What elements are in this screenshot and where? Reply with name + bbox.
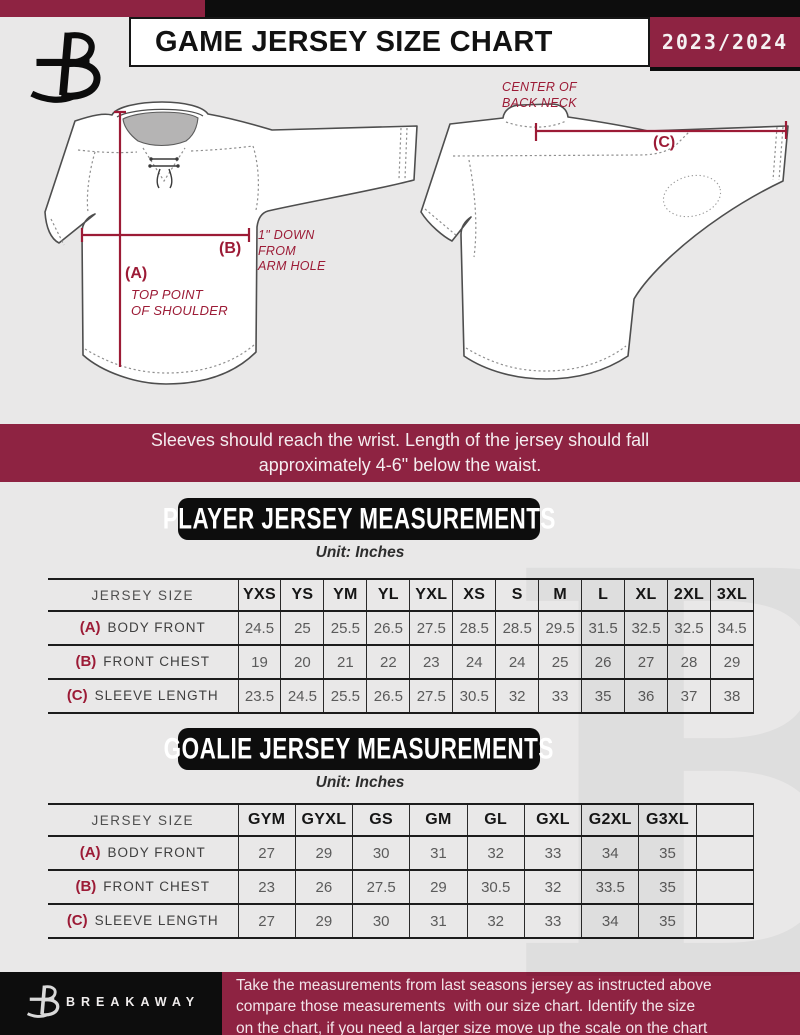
goalie-value-cell: 29	[410, 870, 467, 904]
player-row-C	[48, 679, 754, 713]
footer-breakaway-logo-icon	[24, 982, 60, 1018]
player-corner-label: JERSEY SIZE	[48, 579, 238, 611]
player-value-cell: 24	[496, 645, 539, 679]
goalie-value-cell: 30	[353, 836, 410, 870]
footer-brand-name: BREAKAWAY	[66, 995, 201, 1009]
goalie-value-cell	[696, 836, 753, 870]
player-value-cell: 37	[668, 679, 711, 713]
player-value-cell: 24	[453, 645, 496, 679]
goalie-size-header-GM: GM	[410, 804, 467, 836]
goalie-value-cell: 29	[295, 904, 352, 938]
player-value-cell: 27.5	[410, 679, 453, 713]
goalie-corner-label: JERSEY SIZE	[48, 804, 238, 836]
player-size-header-YXL: YXL	[410, 579, 453, 611]
player-size-header-YM: YM	[324, 579, 367, 611]
goalie-value-cell: 31	[410, 904, 467, 938]
player-value-cell: 29	[710, 645, 753, 679]
goalie-value-cell: 23	[238, 870, 295, 904]
player-value-cell: 21	[324, 645, 367, 679]
goalie-value-cell: 33	[524, 836, 581, 870]
goalie-size-header-GYXL: GYXL	[295, 804, 352, 836]
label-a: (A)	[125, 265, 148, 282]
goalie-value-cell: 34	[582, 836, 639, 870]
goalie-value-cell: 33.5	[582, 870, 639, 904]
goalie-size-header-G2XL: G2XL	[582, 804, 639, 836]
goalie-section-title: GOALIE JERSEY MEASUREMENTS	[163, 731, 555, 765]
goalie-row-label: (A) BODY FRONT	[48, 836, 238, 870]
player-value-cell: 24.5	[281, 679, 324, 713]
goalie-table	[48, 803, 754, 939]
player-value-cell: 23.5	[238, 679, 281, 713]
player-row-B	[48, 645, 754, 679]
goalie-row-label: (C) SLEEVE LENGTH	[48, 904, 238, 938]
label-c: (C)	[653, 134, 676, 151]
goalie-value-cell: 27.5	[353, 870, 410, 904]
footer-line3: on the chart, if you need a larger size move up the scale on the chart	[236, 1019, 708, 1035]
goalie-unit-label: Unit: Inches	[315, 774, 405, 791]
player-value-cell: 27.5	[410, 611, 453, 645]
goalie-table-area	[48, 803, 754, 939]
player-value-cell: 25.5	[324, 679, 367, 713]
player-value-cell: 25	[539, 645, 582, 679]
player-value-cell: 32	[496, 679, 539, 713]
jersey-diagrams	[0, 70, 800, 426]
footer-line2: compare those measurements with our size chart. Identify the size	[236, 998, 696, 1016]
header-maroon-strip	[0, 0, 206, 17]
player-value-cell: 22	[367, 645, 410, 679]
goalie-value-cell: 27	[238, 904, 295, 938]
player-unit-label: Unit: Inches	[315, 544, 405, 561]
goalie-value-cell: 29	[295, 836, 352, 870]
player-size-header-S: S	[496, 579, 539, 611]
player-row-A	[48, 611, 754, 645]
player-table	[48, 578, 754, 714]
player-value-cell: 26.5	[367, 611, 410, 645]
player-table-area	[48, 578, 754, 714]
player-value-cell: 33	[539, 679, 582, 713]
goalie-size-header-GXL: GXL	[524, 804, 581, 836]
goalie-value-cell	[696, 904, 753, 938]
goalie-row-A	[48, 836, 754, 870]
player-size-header-YS: YS	[281, 579, 324, 611]
goalie-size-header-GL: GL	[467, 804, 524, 836]
goalie-value-cell: 31	[410, 836, 467, 870]
goalie-value-cell: 27	[238, 836, 295, 870]
center-back-neck-caption: CENTER OF BACK NECK	[502, 80, 577, 110]
player-size-header-2XL: 2XL	[668, 579, 711, 611]
goalie-value-cell: 33	[524, 904, 581, 938]
player-value-cell: 24.5	[238, 611, 281, 645]
label-b: (B)	[219, 240, 242, 257]
goalie-value-cell: 35	[639, 836, 696, 870]
goalie-value-cell: 30	[353, 904, 410, 938]
goalie-size-header-empty	[696, 804, 753, 836]
goalie-value-cell: 30.5	[467, 870, 524, 904]
player-value-cell: 30.5	[453, 679, 496, 713]
player-value-cell: 38	[710, 679, 753, 713]
player-value-cell: 32.5	[668, 611, 711, 645]
player-value-cell: 34.5	[710, 611, 753, 645]
goalie-row-C	[48, 904, 754, 938]
fit-note-line1: Sleeves should reach the wrist. Length of the jersey should fall	[150, 430, 650, 450]
player-row-label: (B) FRONT CHEST	[48, 645, 238, 679]
player-value-cell: 28.5	[496, 611, 539, 645]
player-size-header-YXS: YXS	[238, 579, 281, 611]
goalie-row-label: (B) FRONT CHEST	[48, 870, 238, 904]
player-value-cell: 23	[410, 645, 453, 679]
goalie-row-B	[48, 870, 754, 904]
fit-note-line2: approximately 4-6" below the waist.	[258, 455, 542, 475]
player-section-title: PLAYER JERSEY MEASUREMENTS	[162, 501, 556, 535]
player-size-header-YL: YL	[367, 579, 410, 611]
player-value-cell: 26.5	[367, 679, 410, 713]
back-jersey-figure	[421, 104, 788, 379]
player-value-cell: 32.5	[625, 611, 668, 645]
goalie-size-header-G3XL: G3XL	[639, 804, 696, 836]
top-point-caption: TOP POINT OF SHOULDER	[131, 287, 228, 318]
goalie-size-header-GS: GS	[353, 804, 410, 836]
player-size-header-L: L	[582, 579, 625, 611]
page-title: GAME JERSEY SIZE CHART	[155, 25, 553, 58]
goalie-size-header-GYM: GYM	[238, 804, 295, 836]
title-box	[129, 17, 650, 67]
player-size-header-XL: XL	[625, 579, 668, 611]
goalie-value-cell: 34	[582, 904, 639, 938]
goalie-value-cell	[696, 870, 753, 904]
arm-hole-caption: 1" DOWN FROM ARM HOLE	[258, 228, 326, 273]
player-section-header	[162, 498, 556, 540]
goalie-value-cell: 32	[467, 836, 524, 870]
player-row-label: (A) BODY FRONT	[48, 611, 238, 645]
player-value-cell: 26	[582, 645, 625, 679]
player-value-cell: 20	[281, 645, 324, 679]
goalie-section-header	[163, 728, 555, 770]
player-value-cell: 19	[238, 645, 281, 679]
header-black-bar	[205, 0, 800, 18]
player-size-header-XS: XS	[453, 579, 496, 611]
fit-note-banner	[0, 424, 800, 482]
goalie-value-cell: 32	[524, 870, 581, 904]
goalie-value-cell: 35	[639, 904, 696, 938]
goalie-value-cell: 35	[639, 870, 696, 904]
player-value-cell: 28	[668, 645, 711, 679]
player-value-cell: 29.5	[539, 611, 582, 645]
player-value-cell: 27	[625, 645, 668, 679]
player-value-cell: 28.5	[453, 611, 496, 645]
player-size-header-M: M	[539, 579, 582, 611]
player-row-label: (C) SLEEVE LENGTH	[48, 679, 238, 713]
goalie-value-cell: 26	[295, 870, 352, 904]
season-badge	[650, 17, 800, 67]
player-value-cell: 36	[625, 679, 668, 713]
player-size-header-3XL: 3XL	[710, 579, 753, 611]
goalie-value-cell: 32	[467, 904, 524, 938]
player-value-cell: 25	[281, 611, 324, 645]
player-value-cell: 25.5	[324, 611, 367, 645]
player-value-cell: 31.5	[582, 611, 625, 645]
player-value-cell: 35	[582, 679, 625, 713]
season-label: 2023/2024	[661, 30, 789, 54]
footer-line1: Take the measurements from last seasons jersey as instructed above	[236, 977, 712, 994]
footer-instructions	[236, 975, 796, 1035]
